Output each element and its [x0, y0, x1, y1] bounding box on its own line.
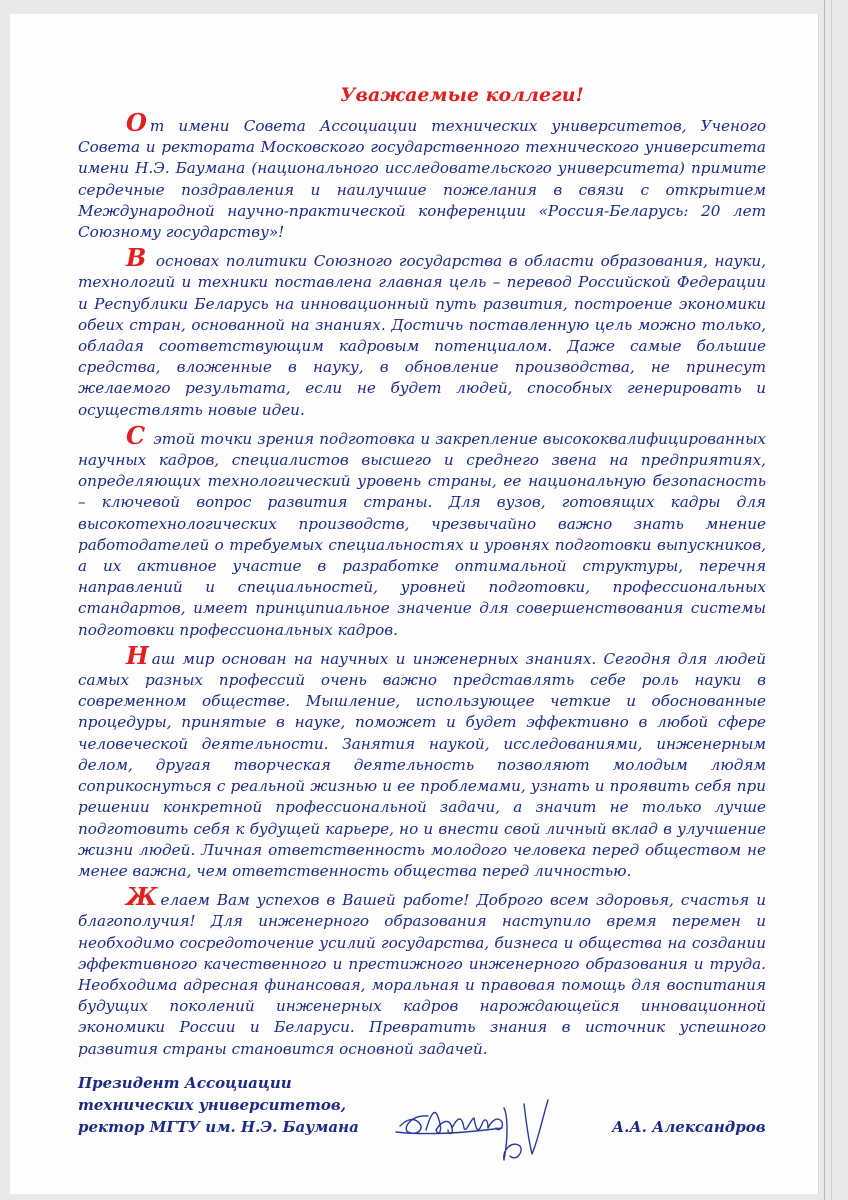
- signer-name: А.А. Александров: [612, 1118, 766, 1136]
- signer-title-line: технических университетов,: [78, 1096, 346, 1114]
- paragraph-text: этой точки зрения подготовка и закрепление высококвалифицированных научных кадров, специалистов высшего и среднего звена на предприятиях, определяющих технологический уровень страны, ее национальную безопасность – ключевой вопрос развития страны. Для вузов, готовящих кадры для высокотехнологических производств, чрезвычайно важно знать мнение работодателей о требуемых специальностях и уровнях подготовки выпускников, а их активное участие в разработке оптимальной структуры, перечня направлений и специальностей, уровней подготовки, профессиональных стандартов, имеет принципиальное значение для совершенствования системы подготовки профессиональных кадров.: [78, 429, 766, 639]
- letter-body: [78, 83, 766, 1065]
- initial-letter: В: [126, 243, 147, 273]
- paragraph-3: [78, 420, 766, 641]
- paragraph-text: т имени Совета Ассоциации технических университетов, Ученого Совета и ректората Московского государственного технического университета имени Н.Э. Баумана (национального исследовательского университета) примите сердечные поздравления и наилучшие пожелания в связи с открытием Международной научно-практической конференции «Россия-Беларусь: 20 лет Союзному государству»!: [78, 117, 766, 242]
- signer-title-line: Президент Ассоциации: [78, 1074, 292, 1092]
- initial-letter: Ж: [126, 882, 158, 912]
- initial-letter: С: [126, 420, 146, 450]
- paragraph-5: [78, 882, 766, 1060]
- paragraph-4: [78, 640, 766, 882]
- paragraph-1: [78, 108, 766, 243]
- paragraph-text: аш мир основан на научных и инженерных знаниях. Сегодня для людей самых разных профессий очень важно представлять себе роль науки в современном обществе. Мышление, использующее четкие и обоснованные процедуры, принятые в науке, поможет и будет эффективно в любой сфере человеческой деятельности. Занятия наукой, исследованиями, инженерным делом, другая творческая деятельность позволяют молодым людям соприкоснуться с реальной жизнью и ее проблемами, узнать и проявить себя при решении конкретной профессиональной задачи, а значит не только лучше подготовить себя к будущей карьере, но и внести свой личный вклад в улучшение жизни людей. Личная ответственность молодого человека перед обществом не менее важна, чем ответственность общества перед личностью.: [78, 649, 766, 880]
- letter-title: Уважаемые коллеги!: [340, 84, 584, 106]
- signer-title-block: [78, 1072, 378, 1138]
- initial-letter: Н: [126, 640, 149, 670]
- initial-letter: О: [126, 108, 147, 137]
- paragraph-2: [78, 243, 766, 421]
- handwritten-signature: [392, 1080, 582, 1170]
- paragraph-text: основах политики Союзного государства в области образования, науки, технологий и техники поставлена главная цель – перевод Российской Федерации и Республики Беларусь на инновационный путь развития, построение экономики обеих стран, основанной на знаниях. Достичь поставленную цель можно только, обладая соответствующим кадровым потенциалом. Даже самые большие средства, вложенные в науку, в обновление производства, не принесут желаемого результата, если не будет людей, способных генерировать и осуществлять новые идеи.: [78, 252, 766, 419]
- scan-edge: [824, 0, 832, 1200]
- signer-title-line: ректор МГТУ им. Н.Э. Баумана: [78, 1118, 359, 1136]
- paragraph-text: елаем Вам успехов в Вашей работе! Доброго всем здоровья, счастья и благополучия! Для инженерного образования наступило время перемен и необходимо сосредоточение усилий государства, бизнеса и общества на создании эффективного качественного и престижного инженерного образования и труда. Необходима адресная финансовая, моральная и правовая помощь для воспитания будущих поколений инженерных кадров нарождающейся инновационной экономики России и Беларуси. Превратить знания в источник успешного развития страны становится основной задачей.: [78, 891, 766, 1058]
